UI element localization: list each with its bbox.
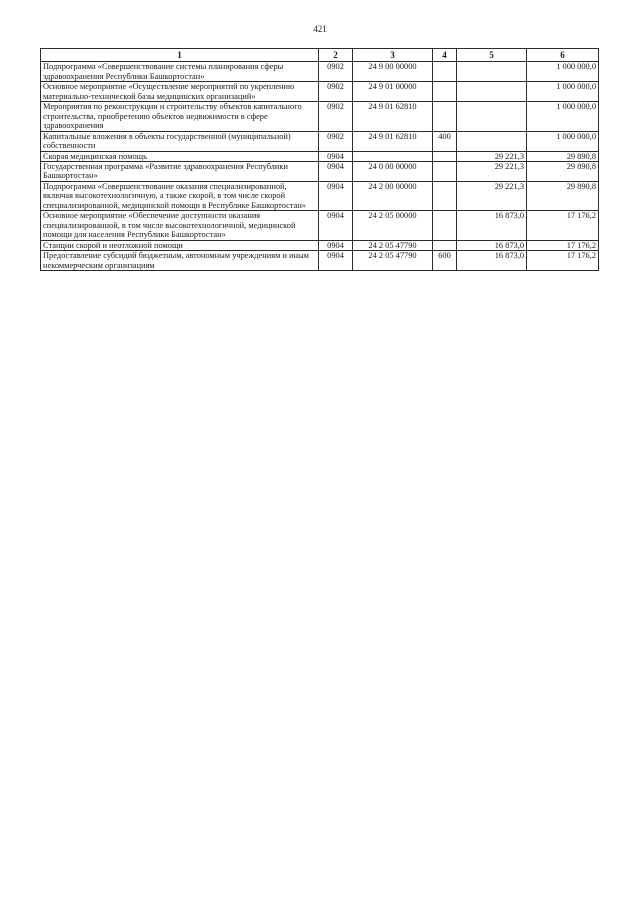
row-col5: 29 221,3 (457, 181, 527, 210)
row-target-article: 24 9 01 62810 (353, 102, 433, 131)
row-target-article: 24 2 05 47790 (353, 251, 433, 271)
row-target-article: 24 2 05 47790 (353, 240, 433, 250)
row-col6: 1 000 000,0 (527, 62, 599, 82)
row-section: 0904 (319, 181, 353, 210)
row-name: Скорая медицинская помощь (41, 151, 319, 161)
column-header-6: 6 (527, 49, 599, 62)
table-row (41, 211, 599, 240)
column-header-3: 3 (353, 49, 433, 62)
row-target-article: 24 2 00 00000 (353, 181, 433, 210)
row-col6: 17 176,2 (527, 240, 599, 250)
row-expense-type (433, 162, 457, 182)
row-section: 0904 (319, 211, 353, 240)
row-col5: 29 221,3 (457, 162, 527, 182)
row-col6: 29 890,8 (527, 181, 599, 210)
budget-table (40, 48, 599, 271)
table-row (41, 82, 599, 102)
header-row (41, 49, 599, 62)
table-row (41, 151, 599, 161)
row-col5 (457, 102, 527, 131)
row-target-article: 24 9 01 62810 (353, 131, 433, 151)
column-header-1: 1 (41, 49, 319, 62)
row-section: 0902 (319, 82, 353, 102)
row-col6: 1 000 000,0 (527, 82, 599, 102)
table-row (41, 102, 599, 131)
table-row (41, 131, 599, 151)
table-row (41, 62, 599, 82)
table-row (41, 181, 599, 210)
row-col6: 17 176,2 (527, 251, 599, 271)
column-header-4: 4 (433, 49, 457, 62)
row-expense-type (433, 62, 457, 82)
row-name: Капитальные вложения в объекты государственной (муниципальной) собственности (41, 131, 319, 151)
row-section: 0904 (319, 240, 353, 250)
row-col5: 16 873,0 (457, 211, 527, 240)
row-col6: 29 890,8 (527, 162, 599, 182)
row-section: 0904 (319, 151, 353, 161)
row-section: 0902 (319, 102, 353, 131)
row-name: Предоставление субсидий бюджетным, автономным учреждениям и иным некоммерческим организациям (41, 251, 319, 271)
row-target-article: 24 9 01 00000 (353, 82, 433, 102)
row-section: 0902 (319, 62, 353, 82)
table-row (41, 162, 599, 182)
row-section: 0904 (319, 251, 353, 271)
column-header-2: 2 (319, 49, 353, 62)
row-name: Мероприятия по реконструкции и строительству объектов капитального строительства, приобретению объектов недвижимости в сфере здравоохранения (41, 102, 319, 131)
page-number: 421 (313, 24, 327, 34)
row-name: Основное мероприятие «Обеспечение доступности оказания специализированной, в том числе высокотехнологичной, медицинской помощи для населения Республики Башкортостан» (41, 211, 319, 240)
row-expense-type (433, 211, 457, 240)
row-name: Подпрограмма «Совершенствование оказания специализированной, включая высокотехнологичную, а также скорой, в том числе скорой специализированной, медицинской помощи в Республике Башкортостан» (41, 181, 319, 210)
row-col5 (457, 82, 527, 102)
row-col6: 17 176,2 (527, 211, 599, 240)
row-section: 0904 (319, 162, 353, 182)
row-col5: 29 221,3 (457, 151, 527, 161)
row-col6: 29 890,8 (527, 151, 599, 161)
row-col5 (457, 131, 527, 151)
row-section: 0902 (319, 131, 353, 151)
row-target-article: 24 9 00 00000 (353, 62, 433, 82)
row-name: Государственная программа «Развитие здравоохранения Республики Башкортостан» (41, 162, 319, 182)
row-col6: 1 000 000,0 (527, 131, 599, 151)
row-expense-type: 600 (433, 251, 457, 271)
row-target-article: 24 0 00 00000 (353, 162, 433, 182)
row-expense-type (433, 181, 457, 210)
row-expense-type (433, 240, 457, 250)
row-expense-type (433, 102, 457, 131)
column-header-5: 5 (457, 49, 527, 62)
row-name: Станции скорой и неотложной помощи (41, 240, 319, 250)
row-col5: 16 873,0 (457, 251, 527, 271)
row-expense-type: 400 (433, 131, 457, 151)
row-name: Основное мероприятие «Осуществление мероприятий по укреплению материально-технической базы медицинских организаций» (41, 82, 319, 102)
row-target-article (353, 151, 433, 161)
row-col6: 1 000 000,0 (527, 102, 599, 131)
row-name: Подпрограмма «Совершенствование системы планирования сферы здравоохранения Республики Башкортостан» (41, 62, 319, 82)
row-expense-type (433, 151, 457, 161)
row-expense-type (433, 82, 457, 102)
row-col5 (457, 62, 527, 82)
table-row (41, 240, 599, 250)
table-row (41, 251, 599, 271)
row-target-article: 24 2 05 00000 (353, 211, 433, 240)
row-col5: 16 873,0 (457, 240, 527, 250)
